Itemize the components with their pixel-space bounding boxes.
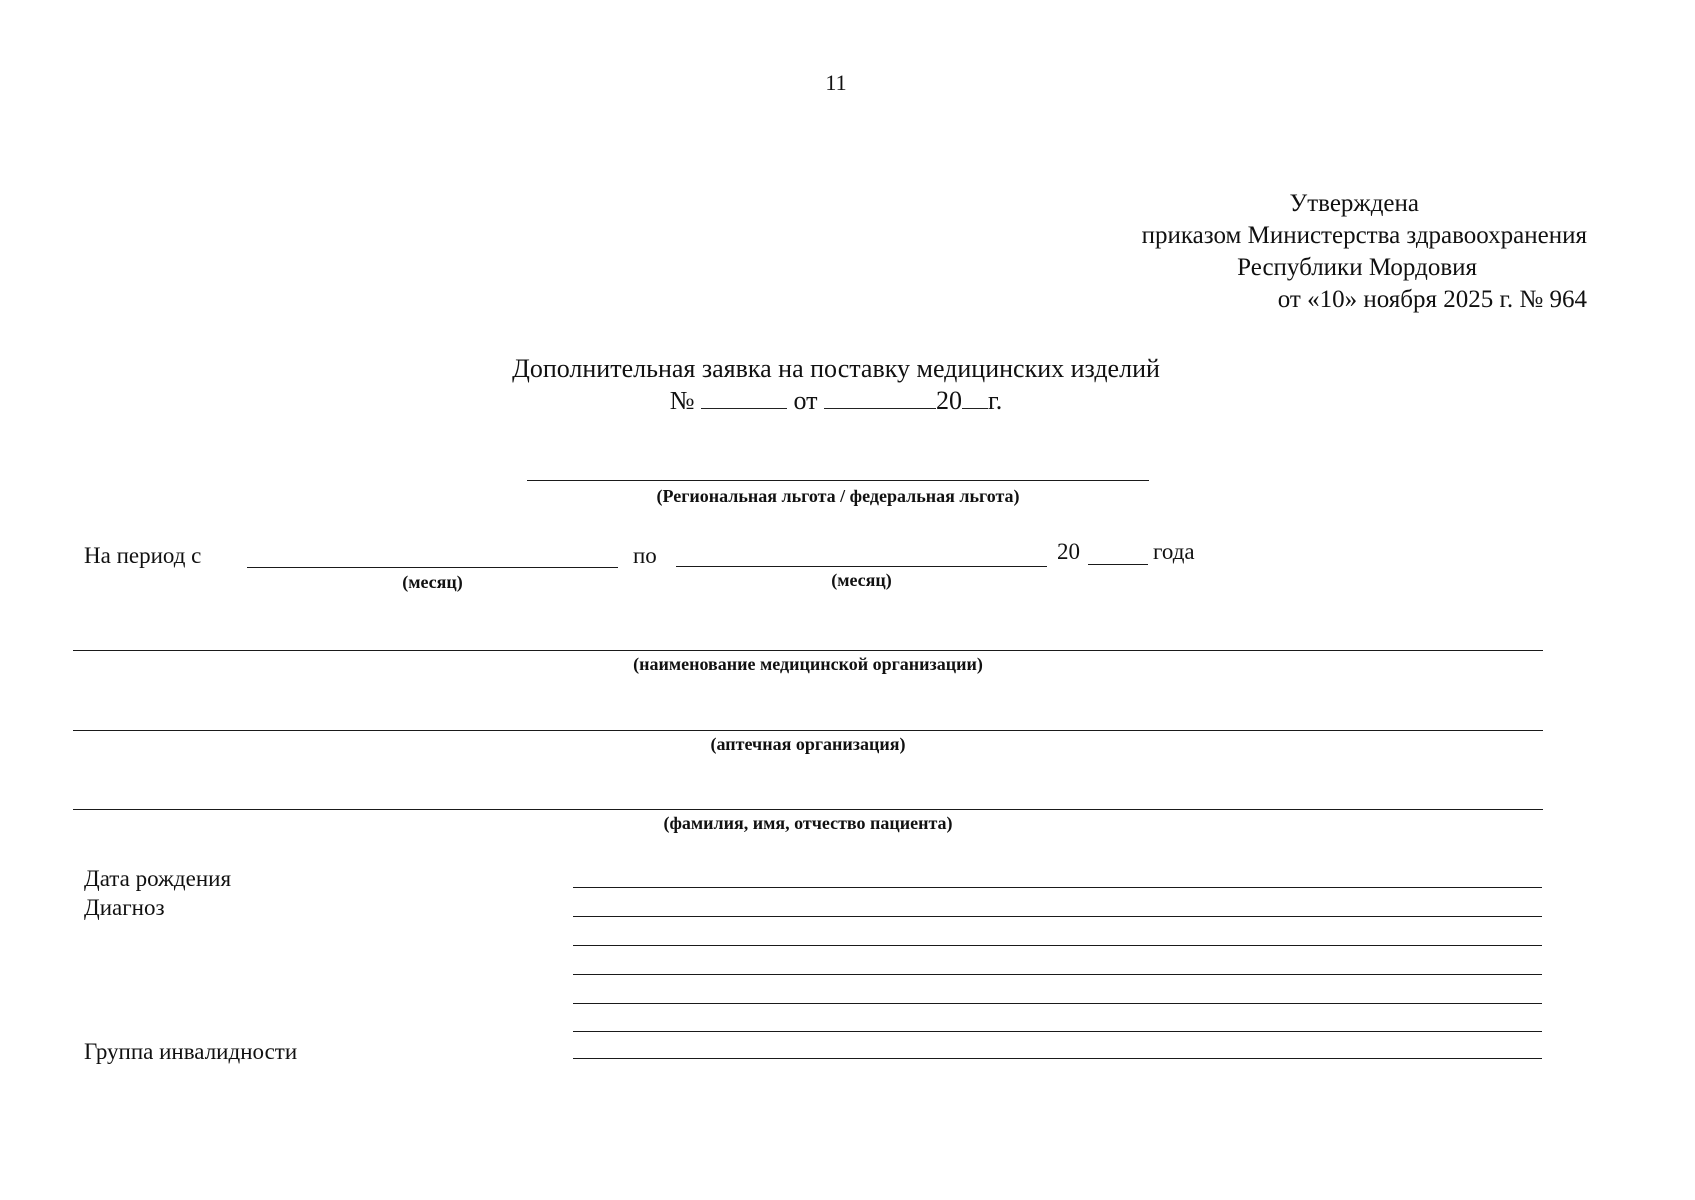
period-from-caption: (месяц) <box>402 572 463 592</box>
diagnosis-label: Диагноз <box>84 895 165 920</box>
number-sign: № <box>669 386 695 415</box>
request-date-field[interactable] <box>824 386 936 409</box>
document-title: Дополнительная заявка на поставку медицинских изделий <box>512 354 1160 383</box>
period-year-field[interactable] <box>1088 564 1148 565</box>
year-suffix: г. <box>988 386 1003 415</box>
period-year-prefix: 20 <box>1057 539 1080 564</box>
period-from-field[interactable] <box>247 567 618 568</box>
disability-group-label: Группа инвалидности <box>84 1039 298 1064</box>
birth-date-label: Дата рождения <box>84 866 232 891</box>
year-prefix: 20 <box>936 386 963 415</box>
benefit-type-caption: (Региональная льгота / федеральная льгота) <box>656 486 1020 506</box>
medical-org-caption: (наименование медицинской организации) <box>633 654 983 674</box>
approval-line-approved: Утверждена <box>1289 190 1419 217</box>
from-word: от <box>793 386 818 415</box>
approval-line-date: от «10» ноября 2025 г. № 964 <box>1277 286 1587 313</box>
request-year-field[interactable] <box>962 386 988 409</box>
approval-line-republic: Республики Мордовия <box>1237 254 1477 281</box>
page-number: 11 <box>825 70 847 95</box>
diagnosis-field-line-1[interactable] <box>573 916 1542 917</box>
diagnosis-field-line-5[interactable] <box>573 1031 1542 1032</box>
request-number-line <box>0 386 1672 416</box>
approval-line-order: приказом Министерства здравоохранения <box>1141 222 1587 249</box>
period-to-caption: (месяц) <box>831 570 892 590</box>
pharmacy-org-field[interactable] <box>73 730 1543 731</box>
diagnosis-field-line-4[interactable] <box>573 1003 1542 1004</box>
approval-block <box>1142 188 1587 316</box>
request-number-field[interactable] <box>701 386 787 409</box>
medical-org-field[interactable] <box>73 650 1543 651</box>
period-year-word: года <box>1153 539 1195 564</box>
benefit-type-field[interactable] <box>527 480 1149 481</box>
patient-name-field[interactable] <box>73 809 1543 810</box>
patient-name-caption: (фамилия, имя, отчество пациента) <box>663 813 953 833</box>
pharmacy-org-caption: (аптечная организация) <box>710 734 906 754</box>
period-to-word: по <box>633 543 657 568</box>
birth-date-field[interactable] <box>573 887 1542 888</box>
period-label: На период с <box>84 543 202 568</box>
period-to-field[interactable] <box>676 566 1047 567</box>
diagnosis-field-line-3[interactable] <box>573 974 1542 975</box>
disability-group-field[interactable] <box>573 1058 1542 1059</box>
diagnosis-field-line-2[interactable] <box>573 945 1542 946</box>
